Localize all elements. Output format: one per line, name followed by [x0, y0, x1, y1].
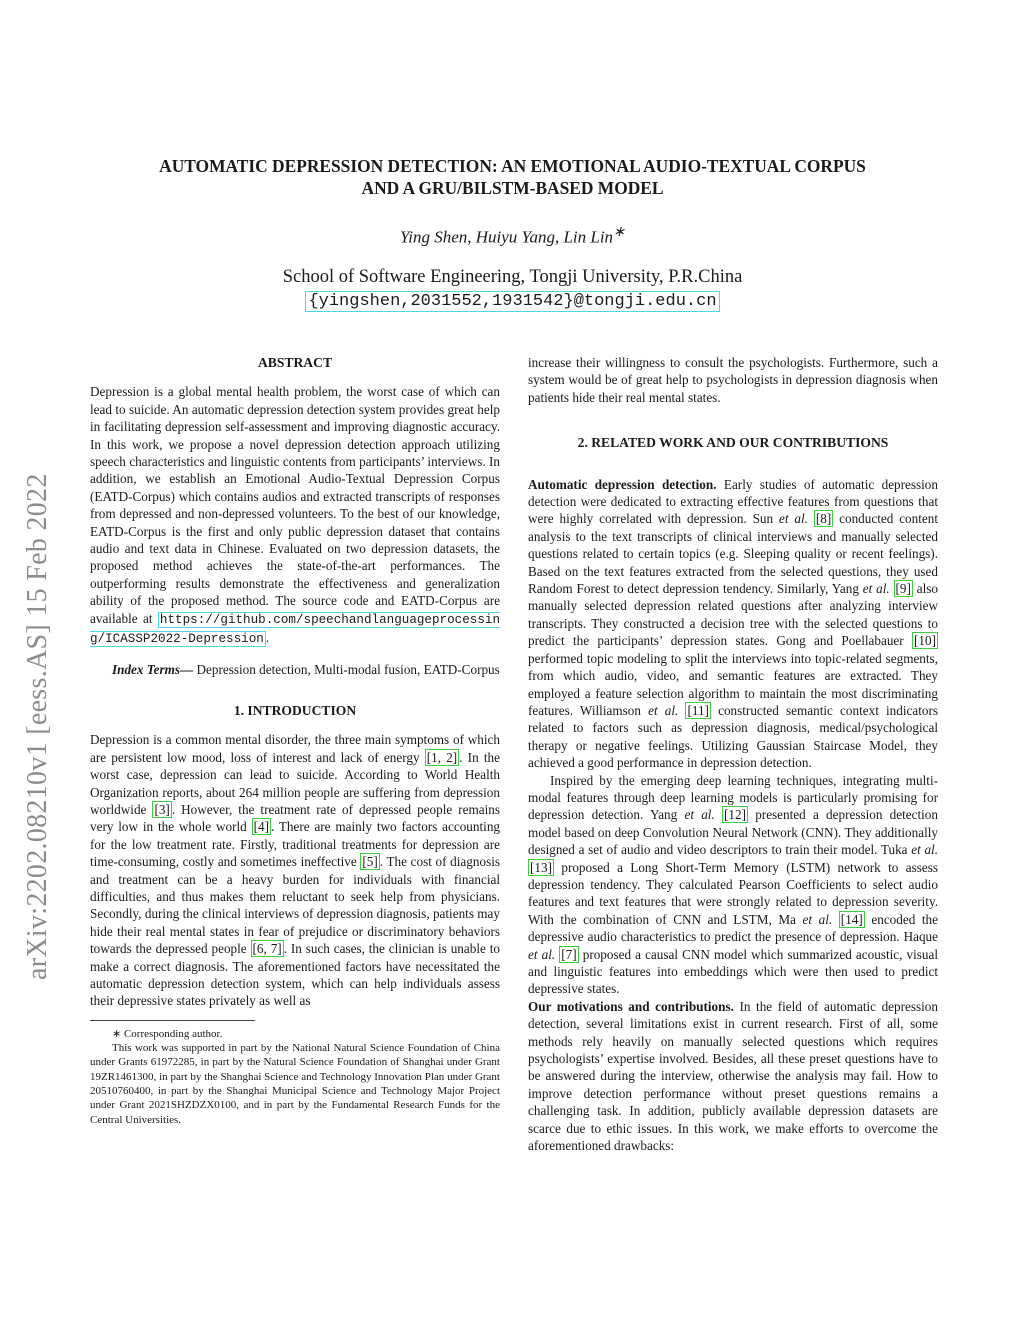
related-work-paragraph-1 — [528, 476, 938, 772]
source-code-link[interactable]: https://github.com/speechandlanguageprocessing/ICASSP2022-Depression — [90, 612, 501, 647]
title-line-1: AUTOMATIC DEPRESSION DETECTION: AN EMOTIONAL AUDIO-TEXTUAL CORPUS — [159, 156, 866, 176]
footnotes — [90, 1027, 500, 1127]
abstract-body — [90, 383, 500, 648]
et-al: et al. — [648, 702, 679, 718]
paragraph-text: also manually selected depression related questions after analyzing interview transcripts. They constructed a decision tree with the selected questions to predict the participants’ depression states. Gong and Poellabauer — [528, 581, 938, 649]
et-al: et al. — [802, 911, 833, 927]
authors-text: Ying Shen, Huiyu Yang, Lin Lin — [400, 227, 614, 247]
index-terms-lead: Index Terms— — [112, 661, 194, 677]
paragraph-text: Inspired by the emerging deep learning techniques, integrating multi-modal features through deep learning models is particularly promising for depression detection. Yang — [528, 772, 938, 823]
et-al: et al. — [779, 511, 808, 527]
corresponding-mark: ∗ — [613, 224, 625, 240]
intro-continuation: increase their willingness to consult the psychologists. Furthermore, such a system would be of great help to psychologists in depression diagnosis when patients hide their real mental states. — [528, 355, 938, 405]
intro-text: . In the worst case, depression can lead to suicide. According to World Health Organization reports, about 264 million people are suffering from depression worldwide — [90, 749, 500, 817]
corresponding-author-note: ∗ Corresponding author. — [112, 1027, 223, 1040]
citation-link[interactable]: [14] — [840, 911, 863, 927]
citation-link[interactable]: [5] — [362, 854, 378, 870]
index-terms — [90, 661, 500, 678]
run-in-heading: Automatic depression detection. — [528, 476, 717, 492]
et-al: et al. — [862, 581, 890, 597]
et-al: et al. — [684, 807, 715, 823]
arxiv-identifier: arXiv:2202.08210v1 [eess.AS] 15 Feb 2022 — [22, 473, 53, 980]
intro-text: . However, the treatment rate of depressed people remains very low in the whole world — [90, 801, 500, 835]
introduction-paragraph — [90, 731, 500, 1010]
paragraph-text: conducted content analysis to the text transcripts of clinical interviews and manually selected questions related to certain topics (e.g. Sleeping quality or recent feelings). Based on the text features extracted from the selected questions, they used Random Forest to detect depression tendency. Similarly, Yang — [528, 511, 939, 597]
citation-link[interactable]: [6, 7] — [252, 941, 282, 957]
intro-text: . In such cases, the clinician is unable to make a correct diagnosis. The aforementioned factors have necessitated the automatic depression detection system, which can help individuals assess their depressive states privately as well as — [90, 941, 501, 1009]
abstract-period: . — [265, 630, 270, 646]
citation-link[interactable]: [12] — [724, 807, 746, 823]
paragraph-text: performed topic modeling to split the interviews into topic-related segments, from which audio, video, and semantic features are extracted. They employed a feature selection algorithm to maintain the most discriminating features. Williamson — [528, 650, 938, 718]
paragraph-text: proposed a causal CNN model which summarized acoustic, visual and linguistic features into embeddings which were then used to predict depressive states. — [528, 946, 939, 997]
intro-text: Depression is a common mental disorder, the three main symptoms of which are persistent low mood, loss of interest and lack of energy — [90, 732, 500, 765]
abstract-heading: ABSTRACT — [257, 355, 333, 370]
abstract-text: Depression is a global mental health problem, the worst case of which can lead to suicide. An automatic depression detection system provides great help in facilitating depression self-assessment and improving diagnostic accuracy. In this work, we propose a novel depression detection approach utilizing speech characteristics and linguistic contents from participants’ interviews. In addition, we establish an Emotional Audio-Textual Depression Corpus (EATD-Corpus) which contains audios and extracted transcripts of responses from depressed and non-depressed volunteers. To the best of our knowledge, EATD-Corpus is the first and only public depression dataset that contains audio and text data in Chinese. Evaluated on two depression datasets, the proposed method achieves the state-of-the-art performances. The outperforming results demonstrate the effectiveness and generalization ability of the proposed method. The source code and EATD-Corpus are available at — [90, 384, 500, 626]
email-link[interactable]: {yingshen,2031552,1931542}@tongji.edu.cn — [305, 291, 719, 312]
index-terms-text: Depression detection, Multi-modal fusion, EATD-Corpus — [193, 661, 500, 677]
citation-link[interactable]: [11] — [687, 702, 709, 718]
affiliation: School of Software Engineering, Tongji University, P.R.China — [282, 267, 743, 287]
citation-link[interactable]: [3] — [154, 801, 170, 817]
citation-link[interactable]: [9] — [895, 581, 911, 597]
right-column — [528, 354, 938, 1154]
citation-link[interactable]: [8] — [815, 511, 832, 527]
paragraph-text: Early studies of automatic depression detection were dedicated to extracting effective features from questions that were highly correlated with depression. Sun — [528, 476, 938, 527]
affiliation-block — [95, 266, 930, 313]
introduction-heading: 1. INTRODUCTION — [233, 702, 357, 718]
citation-link[interactable]: [7] — [561, 946, 577, 962]
contributions-paragraph — [528, 998, 938, 1155]
funding-note: This work was supported in part by the National Natural Science Foundation of China under Grants 61972285, in part by the Natural Science Foundation of Shanghai under Grant 19ZR1461300, in part by the Shanghai Science and Technology Innovation Plan under Grant 20510760400, in part by the Shanghai Municipal Science and Technology Major Project under Grant 2021SHZDZX0100, and in part by the Fundamental Research Funds for the Central Universities. — [90, 1042, 500, 1126]
citation-link[interactable]: [10] — [914, 633, 936, 649]
run-in-heading: Our motivations and contributions. — [528, 998, 734, 1014]
left-column — [90, 354, 500, 1127]
paragraph-text: In the field of automatic depression detection, several limitations exist in current research. First of all, some methods rely heavily on manually selected questions which requires psychologists’ expertise involved. Besides, all these preset questions have to be answered during the interview, otherwise the analysis may fail. How to improve detection performance without preset questions remains a challenging task. In addition, publicly available depression datasets are scarce due to ethic issues. In this work, we make efforts to overcome the aforementioned drawbacks: — [528, 998, 938, 1154]
paragraph-text: presented a depression detection model based on deep Convolution Neural Network (CNN). They additionally designed a set of audio and video descriptors to train their model. Tuka — [528, 807, 938, 858]
citation-link[interactable]: [13] — [530, 859, 552, 875]
footnote-divider — [90, 1020, 255, 1021]
citation-link[interactable]: [1, 2] — [426, 749, 458, 765]
intro-text: . The cost of diagnosis and treatment can be a heavy burden for individuals with financial difficulties, and thus makes them reluctant to seek help from physicians. Secondly, during the clinical interviews of depression diagnosis, patients may hide their real mental states in fear of prejudice or discriminatory behaviors towards the depressed people — [90, 854, 500, 957]
et-al: et al. — [911, 842, 939, 858]
paragraph-text: encoded the depressive audio characteristics to predict the presence of depression. Haque — [528, 911, 939, 945]
author-list — [95, 224, 930, 248]
title-line-2: AND A GRU/BILSTM-BASED MODEL — [361, 178, 664, 198]
related-work-paragraph-2 — [528, 772, 938, 998]
et-al: et al. — [528, 946, 556, 962]
related-work-heading: 2. RELATED WORK AND OUR CONTRIBUTIONS — [577, 435, 889, 451]
citation-link[interactable]: [4] — [253, 819, 269, 835]
paper-title — [95, 155, 930, 199]
intro-text: . There are mainly two factors accounting for the low treatment rate. Firstly, traditional treatments for depression are time-consuming, costly and sometimes ineffective — [90, 819, 501, 870]
paragraph-text: constructed semantic context indicators related to factors such as depression diagnosis, medical/psychological therapy or negative feelings. Utilizing Gaussian Staircase Model, they achieved a good performance in depression detection. — [528, 702, 939, 771]
paragraph-text: proposed a Long Short-Term Memory (LSTM) network to assess depression tendency. They calculated Pearson Coefficients to select audio features and text features that were strongly related to depression severity. With the combination of CNN and LSTM, Ma — [528, 859, 938, 927]
